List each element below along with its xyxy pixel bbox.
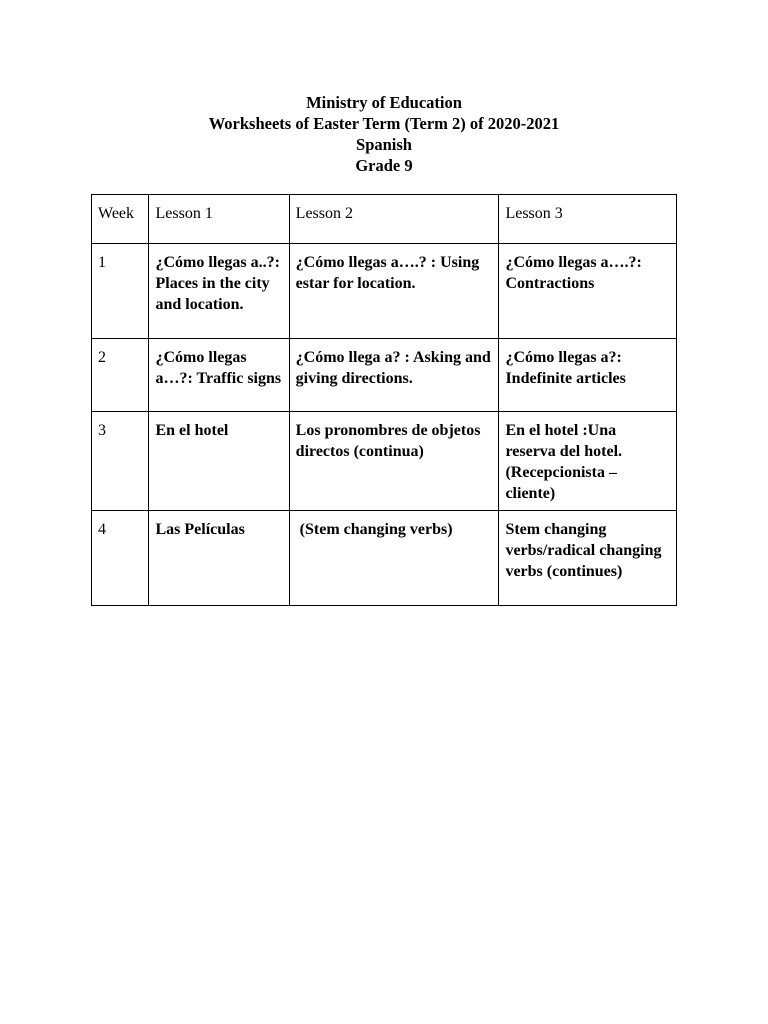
column-header-week: Week [92, 195, 149, 244]
lesson-1-cell: Las Películas [149, 511, 289, 606]
lesson-3-cell: Stem changing verbs/radical changing verbs (continues) [499, 511, 677, 606]
table-row [92, 244, 677, 339]
lesson-3-cell: En el hotel :Una reserva del hotel. (Recepcionista – cliente) [499, 412, 677, 511]
lesson-schedule-table [91, 194, 677, 606]
header-subject: Spanish [356, 135, 412, 154]
table-row [92, 412, 677, 511]
lesson-1-cell: En el hotel [149, 412, 289, 511]
lesson-2-cell: Los pronombres de objetos directos (continua) [289, 412, 499, 511]
document-header [0, 92, 768, 176]
column-header-lesson-1: Lesson 1 [149, 195, 289, 244]
lesson-3-cell: ¿Cómo llegas a?: Indefinite articles [499, 339, 677, 412]
lesson-2-cell: ¿Cómo llegas a….? : Using estar for location. [289, 244, 499, 339]
table-row [92, 511, 677, 606]
week-number: 2 [92, 339, 149, 412]
lesson-1-cell: ¿Cómo llegas a..?: Places in the city and location. [149, 244, 289, 339]
week-number: 3 [92, 412, 149, 511]
lesson-2-cell: ¿Cómo llega a? : Asking and giving directions. [289, 339, 499, 412]
week-number: 4 [92, 511, 149, 606]
lesson-1-cell: ¿Cómo llegas a…?: Traffic signs [149, 339, 289, 412]
lesson-3-cell: ¿Cómo llegas a….?: Contractions [499, 244, 677, 339]
header-grade: Grade 9 [355, 156, 413, 175]
header-ministry: Ministry of Education [306, 93, 462, 112]
header-worksheets-title: Worksheets of Easter Term (Term 2) of 2020-2021 [208, 114, 560, 133]
column-header-lesson-3: Lesson 3 [499, 195, 677, 244]
column-header-lesson-2: Lesson 2 [289, 195, 499, 244]
table-header-row [92, 195, 677, 244]
table-row [92, 339, 677, 412]
lesson-2-cell: (Stem changing verbs) [289, 511, 499, 606]
week-number: 1 [92, 244, 149, 339]
